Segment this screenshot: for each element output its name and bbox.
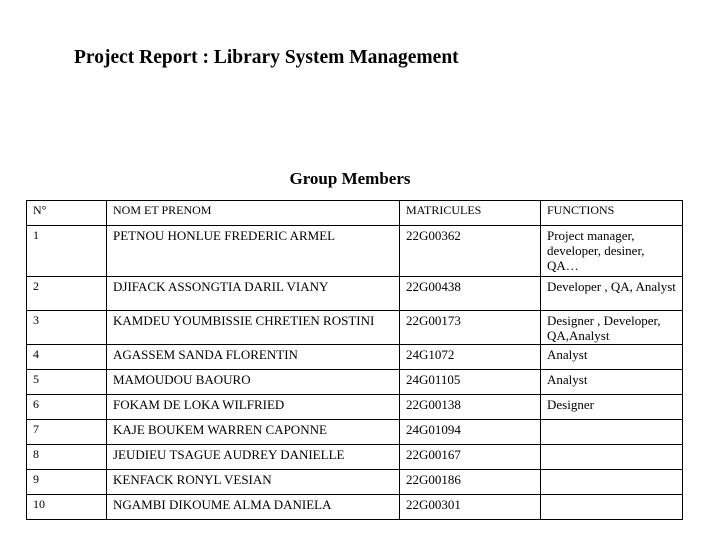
row-name: DJIFACK ASSONGTIA DARIL VIANY [107, 277, 400, 311]
row-number: 10 [27, 495, 107, 520]
header-matricule: MATRICULES [400, 201, 541, 226]
row-matricule: 22G00186 [400, 470, 541, 495]
row-functions: Project manager, developer, desiner, QA… [541, 226, 683, 277]
row-functions: Designer [541, 395, 683, 420]
row-number: 7 [27, 420, 107, 445]
header-functions: FUNCTIONS [541, 201, 683, 226]
table-row [27, 226, 683, 277]
row-functions [541, 420, 683, 445]
row-number: 8 [27, 445, 107, 470]
row-matricule: 24G1072 [400, 345, 541, 370]
table-row [27, 311, 683, 345]
row-name: NGAMBI DIKOUME ALMA DANIELA [107, 495, 400, 520]
row-functions: Analyst [541, 345, 683, 370]
row-matricule: 22G00438 [400, 277, 541, 311]
row-matricule: 22G00138 [400, 395, 541, 420]
table-row [27, 277, 683, 311]
row-number: 5 [27, 370, 107, 395]
row-name: KAJE BOUKEM WARREN CAPONNE [107, 420, 400, 445]
row-functions [541, 445, 683, 470]
row-name: MAMOUDOU BAOURO [107, 370, 400, 395]
row-matricule: 22G00362 [400, 226, 541, 277]
row-functions: Analyst [541, 370, 683, 395]
row-number: 2 [27, 277, 107, 311]
row-name: JEUDIEU TSAGUE AUDREY DANIELLE [107, 445, 400, 470]
table-row [27, 395, 683, 420]
table-row [27, 470, 683, 495]
row-functions [541, 495, 683, 520]
table-row [27, 420, 683, 445]
table-header-row [27, 201, 683, 226]
row-number: 6 [27, 395, 107, 420]
row-functions: Designer , Developer, QA,Analyst [541, 311, 683, 345]
row-number: 1 [27, 226, 107, 277]
document-title: Project Report : Library System Management [74, 47, 459, 68]
row-number: 9 [27, 470, 107, 495]
table-row [27, 370, 683, 395]
row-matricule: 24G01105 [400, 370, 541, 395]
row-matricule: 24G01094 [400, 420, 541, 445]
row-matricule: 22G00167 [400, 445, 541, 470]
table-row [27, 495, 683, 520]
row-matricule: 22G00301 [400, 495, 541, 520]
header-name: NOM ET PRENOM [107, 201, 400, 226]
row-number: 4 [27, 345, 107, 370]
row-name: AGASSEM SANDA FLORENTIN [107, 345, 400, 370]
row-number: 3 [27, 311, 107, 345]
row-name: PETNOU HONLUE FREDERIC ARMEL [107, 226, 400, 277]
row-functions [541, 470, 683, 495]
table-row [27, 345, 683, 370]
header-number: N° [27, 201, 107, 226]
row-name: KAMDEU YOUMBISSIE CHRETIEN ROSTINI [107, 311, 400, 345]
table-row [27, 445, 683, 470]
row-functions: Developer , QA, Analyst [541, 277, 683, 311]
row-name: FOKAM DE LOKA WILFRIED [107, 395, 400, 420]
row-matricule: 22G00173 [400, 311, 541, 345]
group-members-table [26, 200, 683, 520]
section-title: Group Members [289, 169, 411, 188]
row-name: KENFACK RONYL VESIAN [107, 470, 400, 495]
